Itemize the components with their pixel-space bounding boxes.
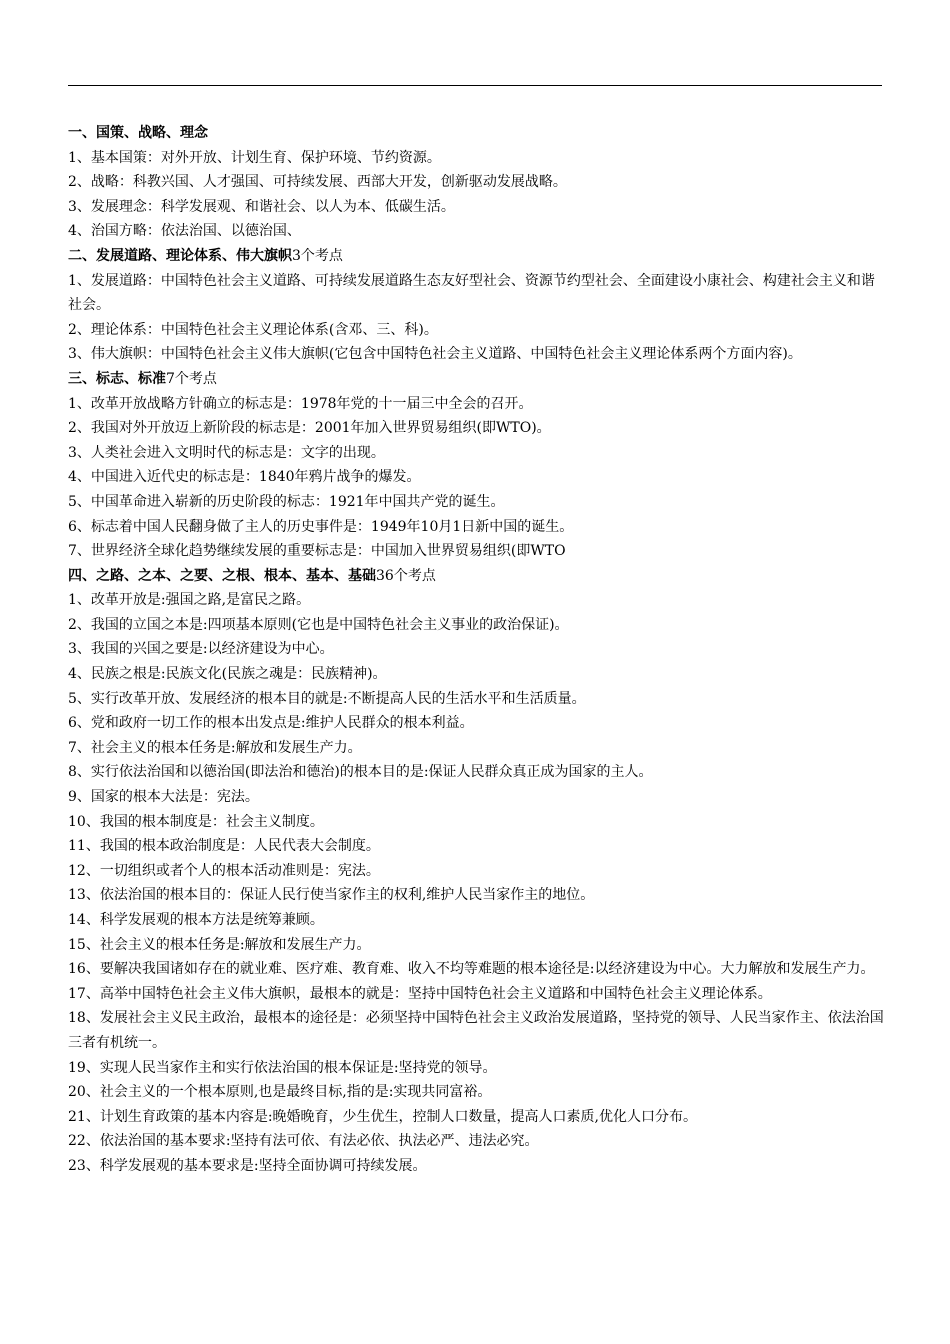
list-item: 7、世界经济全球化趋势继续发展的重要标志是：中国加入世界贸易组织(即WTO bbox=[68, 543, 566, 560]
list-item: 6、标志着中国人民翻身做了主人的历史事件是：1949年10月1日新中国的诞生。 bbox=[68, 518, 574, 535]
list-item: 3、伟大旗帜：中国特色社会主义伟大旗帜(它包含中国特色社会主义道路、中国特色社会主义理论体系两个方面内容)。 bbox=[68, 346, 802, 363]
list-item: 8、实行依法治国和以德治国(即法治和德治)的根本目的是:保证人民群众真正成为国家的主人。 bbox=[68, 764, 653, 781]
header-rule bbox=[68, 85, 882, 86]
section-title: 三、标志、标准 bbox=[68, 370, 166, 387]
section-note: 3个考点 bbox=[292, 247, 343, 264]
list-item: 1、改革开放战略方针确立的标志是：1978年党的十一届三中全会的召开。 bbox=[68, 395, 533, 412]
list-item: 4、中国进入近代史的标志是：1840年鸦片战争的爆发。 bbox=[68, 469, 421, 486]
section-note: 7个考点 bbox=[166, 370, 217, 387]
list-item: 12、一切组织或者个人的根本活动准则是：宪法。 bbox=[68, 862, 380, 879]
document-body bbox=[68, 121, 884, 1179]
section-heading bbox=[68, 121, 884, 146]
list-item: 3、人类社会进入文明时代的标志是：文字的出现。 bbox=[68, 444, 385, 461]
list-item: 11、我国的根本政治制度是：人民代表大会制度。 bbox=[68, 838, 380, 855]
list-item: 2、我国对外开放迈上新阶段的标志是：2001年加入世界贸易组织(即WTO)。 bbox=[68, 420, 551, 437]
list-item: 3、我国的兴国之要是:以经济建设为中心。 bbox=[68, 641, 334, 658]
list-item: 19、实现人民当家作主和实行依法治国的根本保证是:坚持党的领导。 bbox=[68, 1059, 497, 1076]
list-item: 4、治国方略：依法治国、以德治国、 bbox=[68, 223, 301, 240]
list-item: 13、依法治国的根本目的：保证人民行使当家作主的权利,维护人民当家作主的地位。 bbox=[68, 887, 595, 904]
list-item: 15、社会主义的根本任务是:解放和发展生产力。 bbox=[68, 936, 371, 953]
list-item: 1、改革开放是:强国之路,是富民之路。 bbox=[68, 592, 311, 609]
section-note: 36个考点 bbox=[376, 567, 436, 584]
list-item: 9、国家的根本大法是：宪法。 bbox=[68, 789, 259, 806]
list-item: 2、战略：科教兴国、人才强国、可持续发展、西部大开发，创新驱动发展战略。 bbox=[68, 174, 567, 191]
list-item: 5、中国革命进入崭新的历史阶段的标志：1921年中国共产党的诞生。 bbox=[68, 493, 505, 510]
list-item: 6、党和政府一切工作的根本出发点是:维护人民群众的根本利益。 bbox=[68, 715, 474, 732]
list-item: 14、科学发展观的根本方法是统筹兼顾。 bbox=[68, 912, 324, 928]
list-item: 1、基本国策：对外开放、计划生育、保护环境、节约资源。 bbox=[68, 149, 441, 166]
list-item: 4、民族之根是:民族文化(民族之魂是：民族精神)。 bbox=[68, 666, 387, 683]
list-item: 16、要解决我国诸如存在的就业难、医疗难、教育难、收入不均等难题的根本途径是:以经济建设为中心。大力解放和发展生产力。 bbox=[68, 961, 875, 978]
list-item: 3、发展理念：科学发展观、和谐社会、以人为本、低碳生活。 bbox=[68, 198, 455, 215]
section-heading bbox=[68, 244, 884, 269]
list-item: 20、社会主义的一个根本原则,也是最终目标,指的是:实现共同富裕。 bbox=[68, 1084, 492, 1101]
section-title: 四、之路、之本、之要、之根、根本、基本、基础 bbox=[68, 567, 376, 584]
section-heading bbox=[68, 367, 884, 392]
list-item: 7、社会主义的根本任务是:解放和发展生产力。 bbox=[68, 739, 362, 756]
list-item: 2、理论体系：中国特色社会主义理论体系(含邓、三、科)。 bbox=[68, 321, 438, 338]
list-item: 17、高举中国特色社会主义伟大旗帜，最根本的就是：坚持中国特色社会主义道路和中国特色社会主义理论体系。 bbox=[68, 985, 772, 1002]
list-item: 2、我国的立国之本是:四项基本原则(它也是中国特色社会主义事业的政治保证)。 bbox=[68, 616, 569, 633]
list-item: 18、发展社会主义民主政治，最根本的途径是：必须坚持中国特色社会主义政治发展道路，坚持党的领导、人民当家作主、依法治国三者有机统一。 bbox=[68, 1010, 884, 1051]
list-item: 22、依法治国的基本要求:坚持有法可依、有法必依、执法必严、违法必究。 bbox=[68, 1133, 539, 1150]
list-item: 23、科学发展观的基本要求是:坚持全面协调可持续发展。 bbox=[68, 1157, 427, 1174]
section-title: 二、发展道路、理论体系、伟大旗帜 bbox=[68, 247, 292, 264]
section-title: 一、国策、战略、理念 bbox=[68, 125, 208, 141]
list-item: 1、发展道路：中国特色社会主义道路、可持续发展道路生态友好型社会、资源节约型社会、全面建设小康社会、构建社会主义和谐社会。 bbox=[68, 272, 875, 314]
list-item: 10、我国的根本制度是：社会主义制度。 bbox=[68, 813, 324, 830]
section-heading bbox=[68, 564, 884, 589]
list-item: 21、计划生育政策的基本内容是:晚婚晚育，少生优生，控制人口数量，提高人口素质,优化人口分布。 bbox=[68, 1108, 697, 1125]
list-item: 5、实行改革开放、发展经济的根本目的就是:不断提高人民的生活水平和生活质量。 bbox=[68, 690, 586, 707]
